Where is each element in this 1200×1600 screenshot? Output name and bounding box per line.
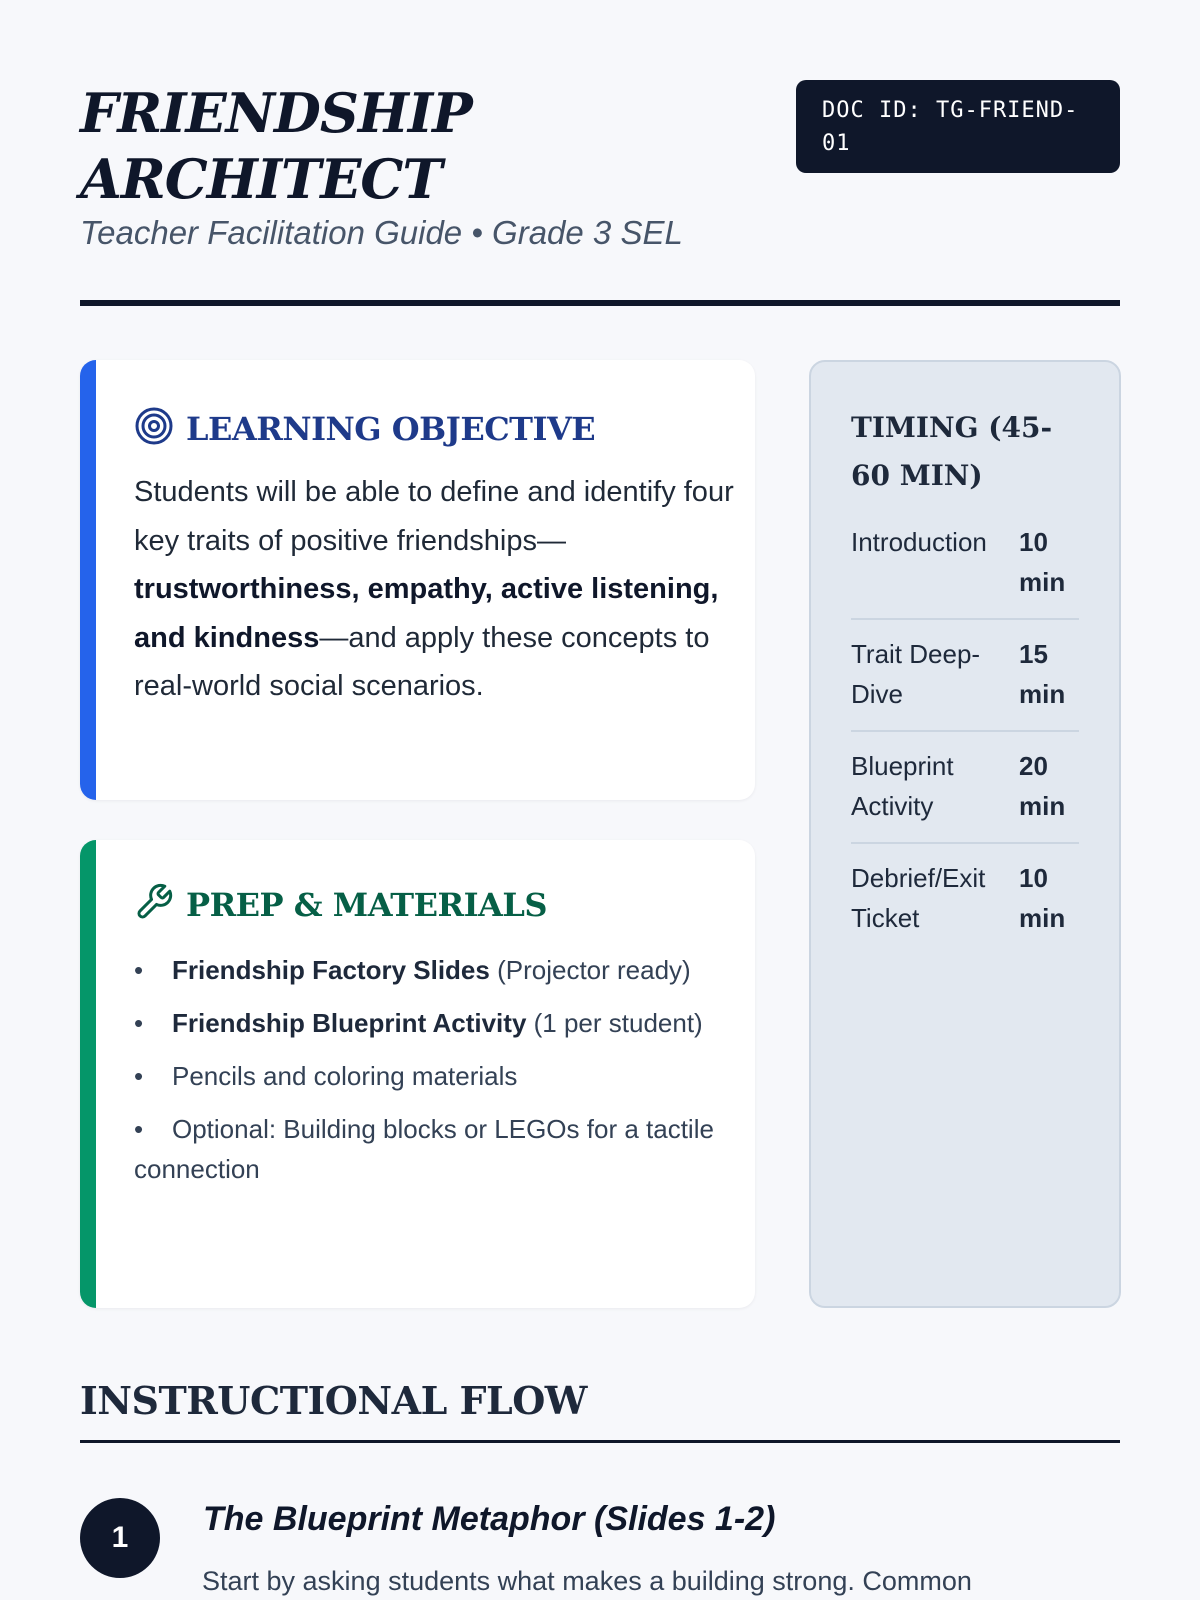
timing-segment: Trait Deep-Dive [851, 639, 981, 709]
material-note: (Projector ready) [489, 955, 691, 985]
wrench-icon [134, 882, 174, 927]
objective-text-intro: Students will be able to define and identify four key traits of positive friendships— [134, 476, 734, 557]
timing-row [851, 620, 1079, 732]
objective-heading: LEARNING OBJECTIVE [186, 409, 596, 448]
timing-row [851, 508, 1079, 620]
timing-duration: 10 min [1019, 863, 1066, 933]
list-item [134, 950, 714, 990]
material-name: Friendship Blueprint Activity [172, 1008, 527, 1038]
timing-segment: Introduction [851, 527, 987, 557]
materials-list [134, 950, 714, 1202]
step-title: The Blueprint Metaphor (Slides 1-2) [203, 1500, 776, 1538]
learning-objective-card [80, 360, 755, 800]
doc-id-badge: DOC ID: TG-FRIEND-01 [796, 80, 1120, 173]
timing-panel [809, 360, 1121, 1308]
material-name: Friendship Factory Slides [172, 955, 490, 985]
list-item [134, 1056, 714, 1096]
timing-segment: Debrief/Exit Ticket [851, 863, 986, 933]
objective-text-outro: —and apply these concepts to real-world social scenarios. [134, 621, 710, 702]
timing-row [851, 844, 1079, 954]
prep-header [134, 882, 547, 927]
objective-text-traits: trustworthiness, empathy, active listening, and kindness [134, 573, 719, 654]
objective-header [134, 406, 595, 451]
prep-accent-stripe [80, 840, 96, 1308]
header [80, 80, 1120, 306]
list-item [134, 1003, 714, 1043]
objective-accent-stripe [80, 360, 96, 800]
document-subtitle: Teacher Facilitation Guide • Grade 3 SEL [80, 214, 683, 251]
prep-heading: PREP & MATERIALS [186, 885, 547, 924]
material-note: Pencils and coloring materials [172, 1061, 518, 1091]
header-divider [80, 300, 1120, 306]
timing-duration: 15 min [1019, 639, 1066, 709]
list-item [134, 1109, 714, 1189]
step-body: Start by asking students what makes a building strong. Common [202, 1566, 972, 1596]
timing-list [851, 508, 1079, 954]
document-title [80, 80, 600, 212]
material-note: (1 per student) [526, 1008, 703, 1038]
title-line-2: ARCHITECT [80, 147, 442, 211]
timing-duration: 20 min [1019, 751, 1066, 821]
step-number-badge: 1 [80, 1498, 160, 1578]
timing-title: TIMING (45-60 MIN) [851, 411, 1053, 492]
instructional-flow-heading: INSTRUCTIONAL FLOW [80, 1378, 587, 1423]
timing-segment: Blueprint Activity [851, 751, 954, 821]
flow-divider [80, 1440, 1120, 1443]
material-note: Optional: Building blocks or LEGOs for a tactile connection [134, 1114, 714, 1184]
timing-row [851, 732, 1079, 844]
target-icon [134, 406, 174, 451]
objective-text [134, 468, 734, 711]
prep-materials-card [80, 840, 755, 1308]
title-line-1: FRIENDSHIP [80, 81, 472, 145]
timing-duration: 10 min [1019, 527, 1066, 597]
